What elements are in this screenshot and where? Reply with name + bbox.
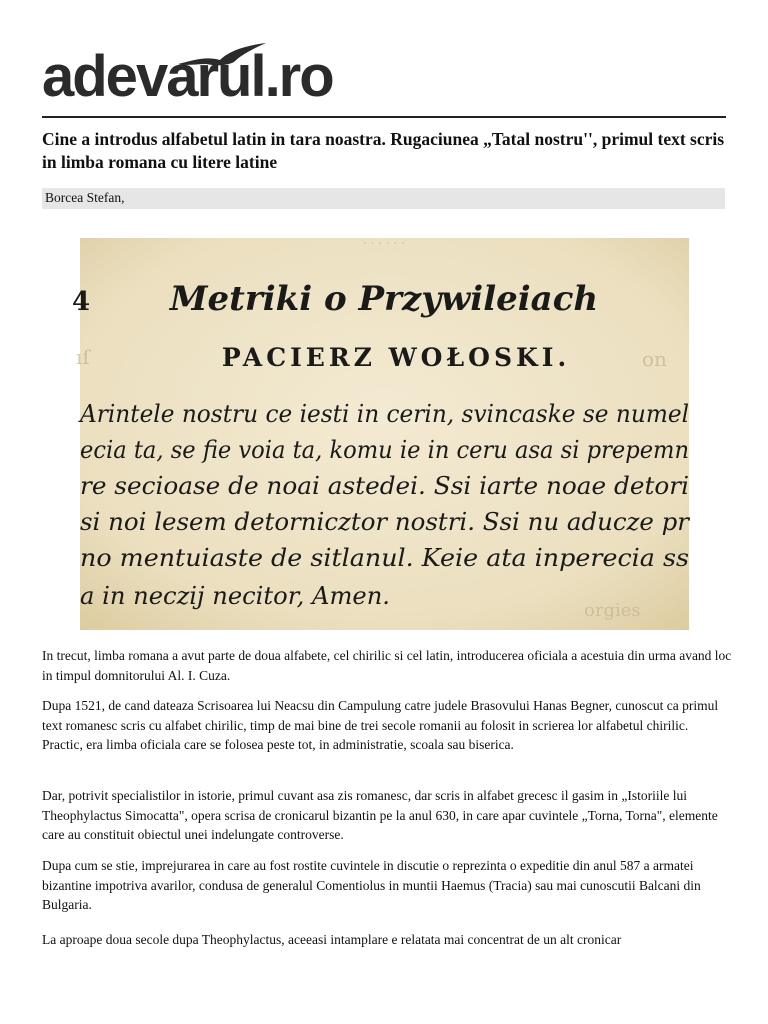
eagle-icon <box>176 42 268 68</box>
body-paragraph: In trecut, limba romana a avut parte de doua alfabete, cel chirilic si cel latin, introducerea oficiala a acestuia din urma avand loc in timpul domnitorului Al. I. Cuza. <box>42 648 732 683</box>
image-line-3: re secioase de noai astedei. Ssi iarte noae detori <box>80 472 689 500</box>
image-line-2: ecia ta, se fie voia ta, komu ie in ceru asa si prepemn <box>80 436 689 464</box>
svg-text:orgies: orgies <box>584 600 641 621</box>
image-heading: Metriki o Przywileiach <box>169 279 599 319</box>
image-line-5: no mentuiaste de sitlanul. Keie ata inperecia ss <box>80 544 689 572</box>
author-bar <box>42 188 725 209</box>
body-paragraph: Dar, potrivit specialistilor in istorie, primul cuvant asa zis romanesc, dar scris in alfabet grecesc il gasim in „Istoriile lui Theophylactus Simocatta", opera scrisa de cronicarul bizantin pe la anul 630, in care apar cuvintele „Torna, Torna", elemente care au constituit obiectul unei indelungate controverse. <box>42 788 718 842</box>
image-line-1: Arintele nostru ce iesti in cerin, svincaske se numel <box>78 400 690 428</box>
image-line-6: a in neczij necitor, Amen. <box>80 582 390 610</box>
article-image <box>72 233 691 630</box>
body-paragraph: Dupa cum se stie, imprejurarea in care au fost rostite cuvintele in discutie o reprezinta o expeditie din anul 587 a armatei bizantine impotriva avarilor, condusa de generalul Comentiolus in muntii Haemus (Tracia) sau mai cunoscutii Balcani din Bulgaria. <box>42 858 701 912</box>
svg-text:on: on <box>642 347 667 371</box>
svg-text:. . . . . .: . . . . . . <box>363 233 405 247</box>
author-name[interactable]: Borcea Stefan, <box>45 190 125 205</box>
svg-text:ıſ: ıſ <box>76 345 90 369</box>
masthead <box>42 44 726 118</box>
body-paragraph: Dupa 1521, de cand dateaza Scrisoarea lui Neacsu din Campulung catre judele Brasovului Hanas Begner, cunoscut ca primul text romanesc scris cu alfabet chirilic, timp de mai bine de trei secole romanii au folosit in scrierea lor alfabetul chirilic. Practic, era limba oficiala care se folosea peste tot, in administratie, scoala sau biserica. <box>42 698 719 752</box>
body-paragraph: La aproape doua secole dupa Theophylactus, aceeasi intamplare e relatata mai concentrat de un alt cronicar <box>42 932 622 947</box>
image-subheading: PACIERZ WOŁOSKI. <box>221 343 571 372</box>
svg-text:4: 4 <box>72 287 91 317</box>
article-title: Cine a introdus alfabetul latin in tara noastra. Rugaciunea „Tatal nostru'', primul text scris in limba romana cu litere latine <box>42 129 725 172</box>
logo-text: adevarul.ro <box>42 44 333 109</box>
image-line-4: si noi lesem detornicztor nostri. Ssi nu aducze pr <box>80 508 691 536</box>
